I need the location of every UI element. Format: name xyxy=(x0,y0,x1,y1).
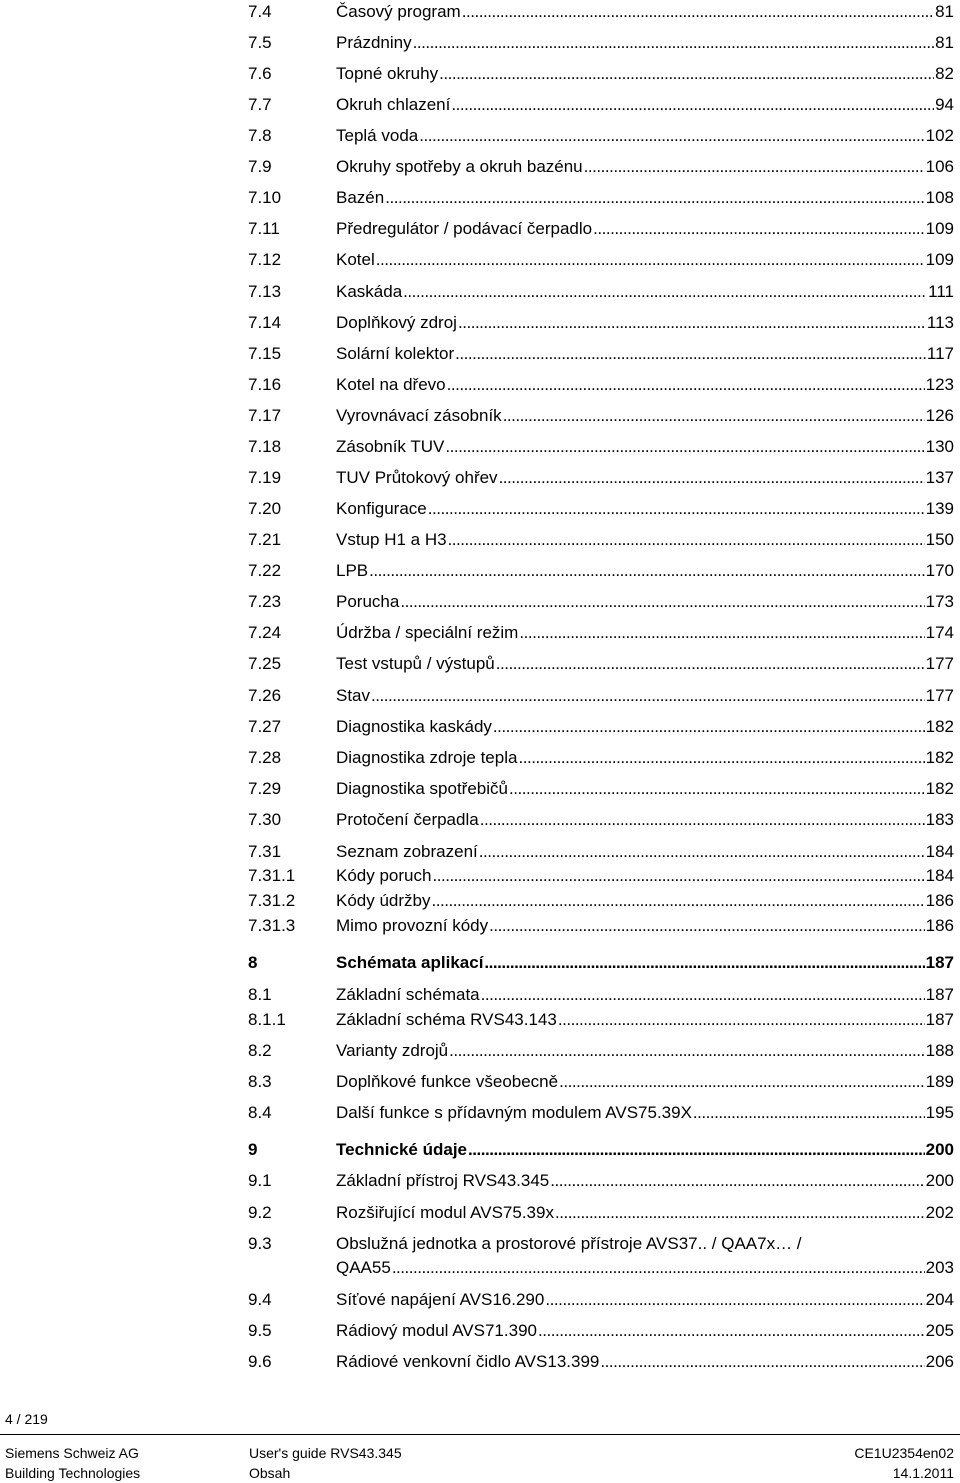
toc-entry-number: 7.23 xyxy=(248,592,282,611)
toc-entry[interactable] xyxy=(248,808,954,832)
toc-entry[interactable] xyxy=(248,889,954,913)
toc-entry-number: 7.4 xyxy=(248,2,272,21)
toc-entry-page: 204 xyxy=(925,1290,954,1309)
toc-entry-page: 187 xyxy=(925,953,954,972)
toc-entry-title: Doplňkové funkce všeobecně xyxy=(336,1072,559,1091)
toc-leader-dots xyxy=(451,93,934,117)
toc-entry-title: Okruhy spotřeby a okruh bazénu xyxy=(336,157,583,176)
toc-entry[interactable] xyxy=(248,62,954,86)
toc-entry[interactable] xyxy=(248,983,954,1007)
toc-entry[interactable] xyxy=(248,914,954,938)
toc-leader-dots xyxy=(481,983,925,1007)
toc-entry-title: Diagnostika spotřebičů xyxy=(336,779,508,798)
toc-entry-page: 82 xyxy=(935,64,954,83)
toc-entry-number: 7.6 xyxy=(248,64,272,83)
toc-entry-title: Rozšiřující modul AVS75.39x xyxy=(336,1203,554,1222)
toc-entry[interactable] xyxy=(248,777,954,801)
toc-leader-dots xyxy=(468,1138,925,1162)
toc-leader-dots xyxy=(392,1256,925,1280)
toc-entry-number: 7.31.1 xyxy=(248,866,296,885)
toc-leader-dots xyxy=(448,528,925,552)
toc-entry-title: Schémata aplikací xyxy=(336,953,484,972)
toc-entry-title: Konfigurace xyxy=(336,499,427,518)
toc-entry-number: 7.31.3 xyxy=(248,916,296,935)
toc-entry-title: Okruh chlazení xyxy=(336,95,451,114)
toc-entry-number: 9.3 xyxy=(248,1234,272,1253)
toc-entry-page: 177 xyxy=(925,686,954,705)
toc-entry-title: Kódy údržby xyxy=(336,891,431,910)
toc-entry-page: 183 xyxy=(925,810,954,829)
toc-entry[interactable] xyxy=(248,31,954,55)
toc-entry-page: 186 xyxy=(925,916,954,935)
toc-leader-dots xyxy=(439,62,934,86)
toc-entry-number: 7.26 xyxy=(248,686,282,705)
toc-entry-page: 130 xyxy=(925,437,954,456)
toc-entry[interactable] xyxy=(248,746,954,770)
toc-leader-dots xyxy=(458,311,926,335)
toc-entry-number: 7.18 xyxy=(248,437,282,456)
toc-entry-page: 187 xyxy=(925,1010,954,1029)
toc-entry-page: 182 xyxy=(925,748,954,767)
toc-entry[interactable] xyxy=(248,559,954,583)
toc-entry-number: 7.17 xyxy=(248,406,282,425)
toc-leader-dots xyxy=(462,0,934,24)
toc-entry-title: Vyrovnávací zásobník xyxy=(336,406,502,425)
toc-leader-dots xyxy=(559,1070,925,1094)
toc-entry-title: Diagnostika zdroje tepla xyxy=(336,748,518,767)
toc-entry-number: 7.5 xyxy=(248,33,272,52)
toc-entry[interactable] xyxy=(248,1319,954,1343)
toc-entry-number: 7.16 xyxy=(248,375,282,394)
toc-entry-page: 206 xyxy=(925,1352,954,1371)
toc-entry-page: 170 xyxy=(925,561,954,580)
toc-entry-number: 8.1.1 xyxy=(248,1010,286,1029)
toc-entry-page: 137 xyxy=(925,468,954,487)
toc-entry[interactable] xyxy=(248,124,954,148)
toc-entry-number: 7.22 xyxy=(248,561,282,580)
toc-entry-title: Varianty zdrojů xyxy=(336,1041,449,1060)
toc-entry[interactable] xyxy=(248,864,954,888)
toc-entry-title: Kotel na dřevo xyxy=(336,375,446,394)
toc-entry-page: 94 xyxy=(935,95,954,114)
toc-leader-dots xyxy=(449,1039,924,1063)
toc-entry-number: 7.27 xyxy=(248,717,282,736)
toc-leader-dots xyxy=(555,1201,925,1225)
footer-date: 14.1.2011 xyxy=(892,1465,954,1481)
toc-entry[interactable] xyxy=(248,1101,954,1125)
footer-division: Building Technologies xyxy=(5,1465,141,1481)
toc-entry-number: 7.28 xyxy=(248,748,282,767)
toc-entry[interactable] xyxy=(248,466,954,490)
toc-leader-dots xyxy=(428,497,925,521)
toc-entry-number: 9.4 xyxy=(248,1290,272,1309)
toc-entry-title: Protočení čerpadla xyxy=(336,810,479,829)
toc-entry-page: 189 xyxy=(925,1072,954,1091)
toc-entry[interactable] xyxy=(248,93,954,117)
toc-entry-page: 123 xyxy=(925,375,954,394)
toc-leader-dots xyxy=(419,124,924,148)
toc-entry[interactable] xyxy=(248,1070,954,1094)
toc-entry-page: 195 xyxy=(925,1103,954,1122)
toc-leader-dots xyxy=(584,155,925,179)
toc-entry-page: 109 xyxy=(925,250,954,269)
toc-entry-number: 7.12 xyxy=(248,250,282,269)
toc-entry-number: 8.4 xyxy=(248,1103,272,1122)
toc-entry-title: LPB xyxy=(336,561,369,580)
toc-entry-title: Další funkce s přídavným modulem AVS75.39X xyxy=(336,1103,692,1122)
toc-entry-page: 182 xyxy=(925,717,954,736)
footer-divider xyxy=(0,1434,960,1435)
toc-entry-title: Rádiový modul AVS71.390 xyxy=(336,1321,537,1340)
toc-entry-page: 177 xyxy=(925,654,954,673)
toc-entry-title: Zásobník TUV xyxy=(336,437,445,456)
toc-entry[interactable] xyxy=(248,1039,954,1063)
toc-entry[interactable] xyxy=(248,1288,954,1312)
toc-leader-dots xyxy=(518,746,924,770)
toc-entry[interactable] xyxy=(248,311,954,335)
toc-entry-number: 9.5 xyxy=(248,1321,272,1340)
footer-company: Siemens Schweiz AG xyxy=(5,1445,139,1461)
toc-leader-dots xyxy=(484,951,924,975)
toc-entry-page: 102 xyxy=(925,126,954,145)
toc-entry-title: Stav xyxy=(336,686,371,705)
toc-leader-dots xyxy=(489,914,925,938)
toc-entry[interactable] xyxy=(248,715,954,739)
toc-leader-dots xyxy=(693,1101,925,1125)
toc-entry-title: Rádiové venkovní čidlo AVS13.399 xyxy=(336,1352,600,1371)
toc-entry[interactable] xyxy=(248,1232,954,1280)
toc-entry-title: Základní schéma RVS43.143 xyxy=(336,1010,557,1029)
toc-entry-page: 187 xyxy=(925,985,954,1004)
toc-leader-dots xyxy=(413,31,934,55)
toc-entry-page: 200 xyxy=(925,1140,954,1159)
toc-entry[interactable] xyxy=(248,217,954,241)
toc-entry[interactable] xyxy=(248,1350,954,1374)
toc-entry-title: Síťové napájení AVS16.290 xyxy=(336,1290,545,1309)
toc-entry-title: Diagnostika kaskády xyxy=(336,717,492,736)
toc-leader-dots xyxy=(385,186,924,210)
toc-entry-title: Seznam zobrazení xyxy=(336,842,478,861)
toc-entry-title: Porucha xyxy=(336,592,400,611)
toc-entry-number: 7.13 xyxy=(248,282,282,301)
toc-entry-number: 7.24 xyxy=(248,623,282,642)
toc-entry-number: 9.1 xyxy=(248,1171,272,1190)
toc-leader-dots xyxy=(496,652,925,676)
toc-entry-number: 7.29 xyxy=(248,779,282,798)
toc-entry-title: Údržba / speciální režim xyxy=(336,623,519,642)
toc-entry-page: 173 xyxy=(925,592,954,611)
toc-entry-title: Teplá voda xyxy=(336,126,419,145)
toc-entry-number: 7.30 xyxy=(248,810,282,829)
toc-entry-number: 7.9 xyxy=(248,157,272,176)
toc-leader-dots xyxy=(403,280,927,304)
toc-entry-page: 188 xyxy=(925,1041,954,1060)
footer-left xyxy=(5,1443,140,1483)
toc-entry-page: 182 xyxy=(925,779,954,798)
toc-entry[interactable] xyxy=(248,0,954,24)
toc-entry-number: 9.2 xyxy=(248,1203,272,1222)
toc-leader-dots xyxy=(447,373,925,397)
toc-leader-dots xyxy=(558,1008,925,1032)
toc-entry-title: Bazén xyxy=(336,188,385,207)
toc-entry[interactable] xyxy=(248,840,954,864)
toc-entry[interactable] xyxy=(248,497,954,521)
toc-entry[interactable] xyxy=(248,1169,954,1193)
toc-entry-title: Kotel xyxy=(336,250,375,269)
footer-section: Obsah xyxy=(249,1465,291,1481)
toc-entry-title: Solární kolektor xyxy=(336,344,455,363)
toc-entry-number: 7.10 xyxy=(248,188,282,207)
toc-leader-dots xyxy=(432,864,924,888)
toc-leader-dots xyxy=(538,1319,925,1343)
toc-entry-page: 117 xyxy=(926,344,954,363)
toc-entry-page: 203 xyxy=(925,1258,954,1277)
toc-entry[interactable] xyxy=(248,342,954,366)
toc-entry-number: 9 xyxy=(248,1140,258,1159)
toc-entry-title: Časový program xyxy=(336,2,461,21)
toc-leader-dots xyxy=(455,342,926,366)
toc-entry[interactable] xyxy=(248,652,954,676)
toc-entry-number: 7.31.2 xyxy=(248,891,296,910)
toc-entry-number: 8.1 xyxy=(248,985,272,1004)
toc-entry[interactable] xyxy=(248,1201,954,1225)
toc-entry-page: 186 xyxy=(925,891,954,910)
toc-entry-title: Vstup H1 a H3 xyxy=(336,530,447,549)
toc-entry[interactable] xyxy=(248,951,954,975)
toc-leader-dots xyxy=(371,684,925,708)
toc-entry-page: 205 xyxy=(925,1321,954,1340)
toc-entry[interactable] xyxy=(248,1008,954,1032)
toc-entry-page: 109 xyxy=(925,219,954,238)
toc-entry-page: 139 xyxy=(925,499,954,518)
toc-entry-page: 81 xyxy=(935,33,954,52)
toc-entry-title: Kódy poruch xyxy=(336,866,432,885)
toc-leader-dots xyxy=(369,559,924,583)
footer-doc-id: CE1U2354en02 xyxy=(854,1445,954,1461)
toc-entry[interactable] xyxy=(248,435,954,459)
toc-leader-dots xyxy=(509,777,925,801)
toc-entry-title: Topné okruhy xyxy=(336,64,439,83)
toc-entry[interactable] xyxy=(248,280,954,304)
toc-leader-dots xyxy=(445,435,924,459)
toc-entry[interactable] xyxy=(248,155,954,179)
footer-middle xyxy=(249,1443,402,1483)
toc-entry-title: Prázdniny xyxy=(336,33,412,52)
toc-entry-page: 113 xyxy=(926,313,954,332)
toc-entry[interactable] xyxy=(248,590,954,614)
toc-entry[interactable] xyxy=(248,248,954,272)
toc-entry-title: Doplňkový zdroj xyxy=(336,313,457,332)
toc-leader-dots xyxy=(600,1350,924,1374)
toc-leader-dots xyxy=(503,404,925,428)
toc-leader-dots xyxy=(376,248,925,272)
toc-entry-number: 7.31 xyxy=(248,842,282,861)
toc-entry[interactable] xyxy=(248,684,954,708)
toc-leader-dots xyxy=(593,217,925,241)
toc-entry-number: 7.11 xyxy=(248,219,280,238)
toc-leader-dots xyxy=(432,889,925,913)
toc-entry-page: 108 xyxy=(925,188,954,207)
toc-leader-dots xyxy=(479,840,925,864)
page-number: 4 / 219 xyxy=(5,1411,48,1427)
toc-entry-number: 8.2 xyxy=(248,1041,272,1060)
toc-entry-number: 7.15 xyxy=(248,344,282,363)
footer-guide: User's guide RVS43.345 xyxy=(249,1445,402,1461)
toc-entry-page: 174 xyxy=(925,623,954,642)
toc-entry-number: 9.6 xyxy=(248,1352,272,1371)
toc-entry-page: 200 xyxy=(925,1171,954,1190)
toc-entry[interactable] xyxy=(248,1138,954,1162)
toc-leader-dots xyxy=(480,808,925,832)
toc-entry-number: 7.25 xyxy=(248,654,282,673)
toc-entry-page: 81 xyxy=(935,2,954,21)
toc-leader-dots xyxy=(550,1169,924,1193)
toc-entry[interactable] xyxy=(248,373,954,397)
toc-entry[interactable] xyxy=(248,404,954,428)
toc-leader-dots xyxy=(400,590,924,614)
toc-entry-title: Předregulátor / podávací čerpadlo xyxy=(336,219,593,238)
toc-entry-title: Základní přístroj RVS43.345 xyxy=(336,1171,550,1190)
toc-entry-page: 184 xyxy=(925,842,954,861)
toc-entry-page: 106 xyxy=(925,157,954,176)
toc-entry-title: Test vstupů / výstupů xyxy=(336,654,495,673)
toc-entry-page: 126 xyxy=(925,406,954,425)
toc-leader-dots xyxy=(493,715,925,739)
toc-entry-title: Mimo provozní kódy xyxy=(336,916,489,935)
toc-entry-number: 8 xyxy=(248,953,258,972)
toc-entry-number: 7.19 xyxy=(248,468,282,487)
toc-entry-title: Obslužná jednotka a prostorové přístroje AVS37.. / QAA7x… / xyxy=(336,1234,802,1253)
toc-entry[interactable] xyxy=(248,621,954,645)
toc-entry-page: 150 xyxy=(925,530,954,549)
toc-entry-page: 202 xyxy=(925,1203,954,1222)
toc-entry-title: Základní schémata xyxy=(336,985,480,1004)
toc-entry[interactable] xyxy=(248,528,954,552)
toc-entry-title: Kaskáda xyxy=(336,282,403,301)
toc-leader-dots xyxy=(499,466,925,490)
toc-leader-dots xyxy=(545,1288,924,1312)
toc-entry-page: 111 xyxy=(928,282,954,301)
toc-entry-number: 8.3 xyxy=(248,1072,272,1091)
toc-entry[interactable] xyxy=(248,186,954,210)
toc-entry-title: TUV Průtokový ohřev xyxy=(336,468,498,487)
toc-entry-title-continued: QAA55 xyxy=(336,1258,391,1277)
toc-entry-number: 7.21 xyxy=(248,530,282,549)
toc-entry-number: 7.8 xyxy=(248,126,272,145)
toc-leader-dots xyxy=(519,621,924,645)
toc-entry-number: 7.20 xyxy=(248,499,282,518)
toc-entry-number: 7.7 xyxy=(248,95,272,114)
footer-right xyxy=(854,1443,954,1483)
toc-entry-title: Technické údaje xyxy=(336,1140,468,1159)
toc-entry-number: 7.14 xyxy=(248,313,282,332)
toc-entry-page: 184 xyxy=(925,866,954,885)
